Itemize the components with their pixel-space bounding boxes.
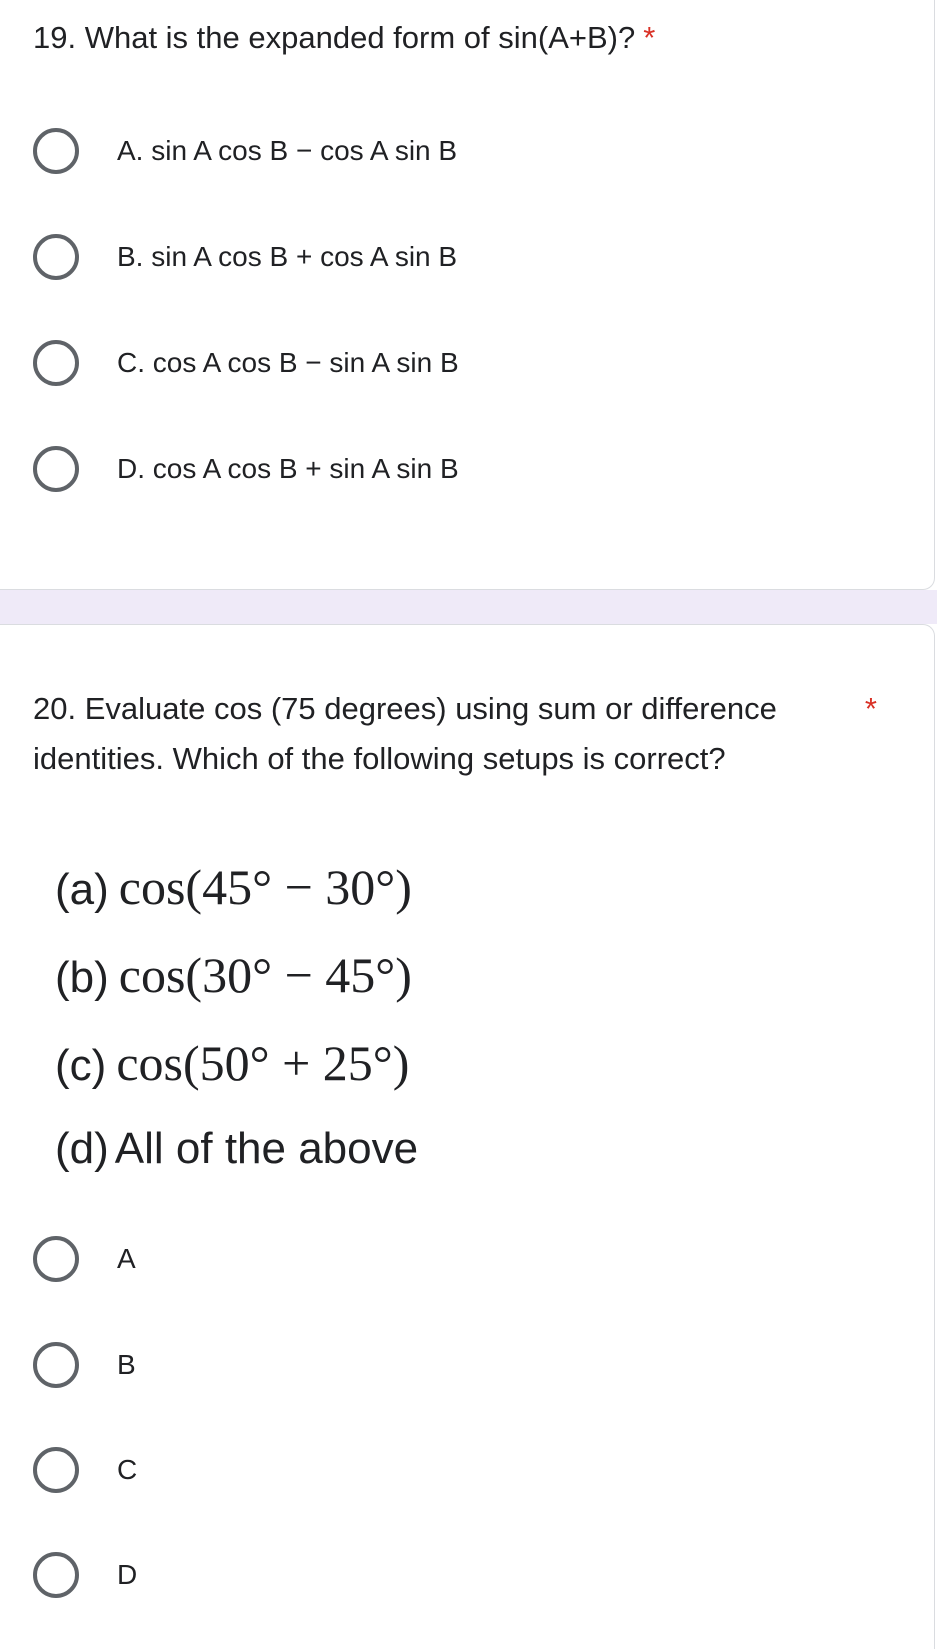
option-label: B — [117, 1349, 136, 1380]
question-title-text: 19. What is the expanded form of sin(A+B)? — [33, 20, 636, 55]
radio-option-19-a[interactable] — [33, 125, 457, 177]
section-separator — [0, 590, 937, 624]
radio-circle-icon[interactable] — [33, 1447, 79, 1493]
question-title-19 — [33, 13, 873, 63]
option-label: A. sin A cos B − cos A sin B — [117, 135, 458, 166]
question-card-19 — [0, 0, 935, 590]
radio-option-20-b[interactable] — [33, 1339, 136, 1391]
radio-circle-icon[interactable] — [33, 1342, 79, 1388]
radio-circle-icon[interactable] — [33, 128, 79, 174]
choice-expression: cos(30° − 45°) — [118, 947, 412, 1003]
choice-label: (c) — [55, 1041, 107, 1090]
radio-option-19-d[interactable] — [33, 443, 459, 495]
option-label: C — [117, 1454, 138, 1485]
radio-circle-icon[interactable] — [33, 1552, 79, 1598]
option-label: D. cos A cos B + sin A sin B — [117, 453, 459, 484]
option-label: C. cos A cos B − sin A sin B — [117, 347, 459, 378]
option-label: A — [117, 1243, 136, 1274]
choice-expression: All of the above — [114, 1124, 419, 1173]
radio-circle-icon[interactable] — [33, 340, 79, 386]
radio-option-20-d[interactable] — [33, 1549, 137, 1601]
radio-option-20-c[interactable] — [33, 1444, 137, 1496]
required-asterisk: * — [643, 20, 656, 55]
choice-expression: cos(50° + 25°) — [116, 1035, 410, 1091]
option-label: D — [117, 1559, 138, 1590]
choice-line-d — [55, 1124, 418, 1174]
radio-option-19-b[interactable] — [33, 231, 457, 283]
question-title-text: 20. Evaluate cos (75 degrees) using sum or difference identities. Which of the following setups is correct? — [33, 691, 777, 776]
choice-expression: cos(45° − 30°) — [118, 859, 412, 915]
choice-label: (b) — [55, 953, 109, 1002]
radio-circle-icon[interactable] — [33, 1236, 79, 1282]
required-asterisk: * — [864, 691, 877, 726]
radio-option-19-c[interactable] — [33, 337, 459, 389]
choice-label: (a) — [55, 865, 109, 914]
choice-line-a — [55, 858, 412, 916]
choice-line-c — [55, 1034, 409, 1092]
radio-circle-icon[interactable] — [33, 234, 79, 280]
radio-option-20-a[interactable] — [33, 1233, 136, 1285]
choice-line-b — [55, 946, 412, 1004]
option-label: B. sin A cos B + cos A sin B — [117, 241, 458, 272]
question-title-20 — [33, 684, 877, 784]
choice-label: (d) — [55, 1124, 109, 1173]
radio-circle-icon[interactable] — [33, 446, 79, 492]
